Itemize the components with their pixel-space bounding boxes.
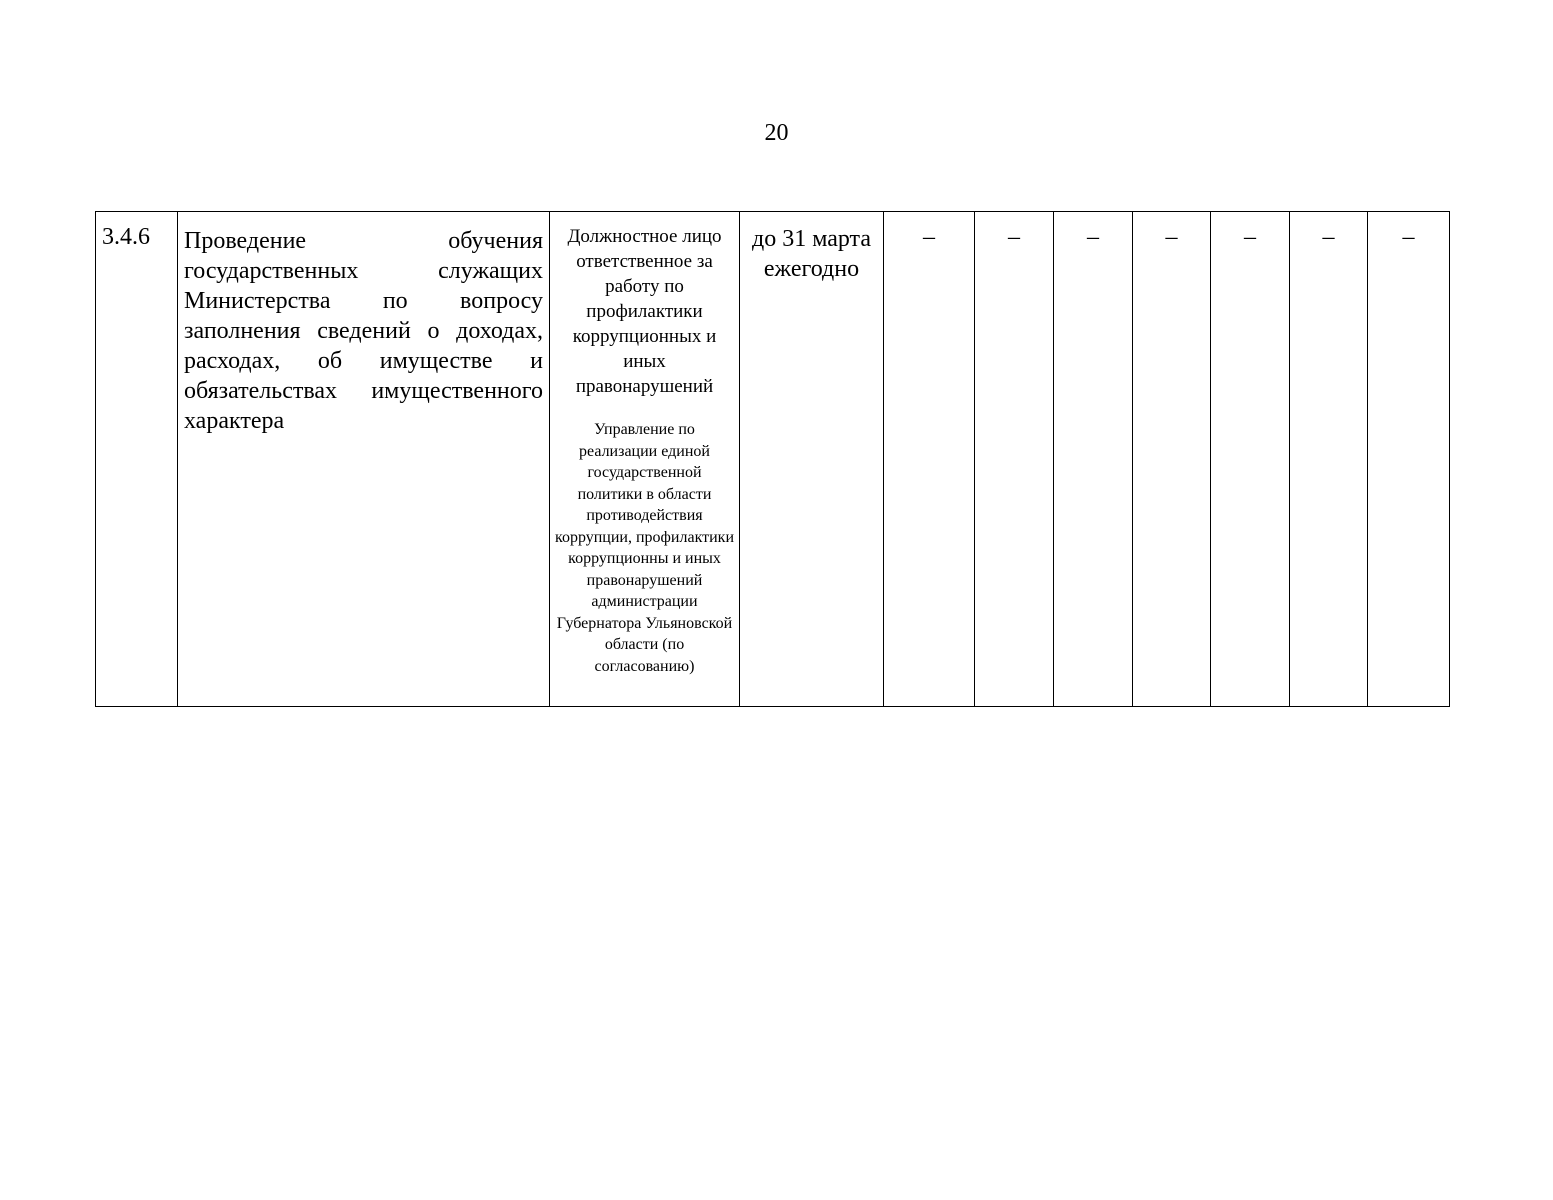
value-cell: – <box>1133 212 1211 707</box>
value-cell: – <box>1211 212 1290 707</box>
table-row <box>96 212 1450 707</box>
deadline: до 31 марта ежегодно <box>740 212 884 707</box>
responsible-main: Должностное лицо ответственное за работу по профилактики коррупционных и иных правонарушений <box>567 226 722 397</box>
page-number: 20 <box>764 120 789 146</box>
event-description: Проведение обучения государственных служащих Министерства по вопросу заполнения сведений о доходах, расходах, об имуществе и обязательствах имущественного характера <box>178 212 550 707</box>
measures-table <box>95 211 1450 707</box>
responsible-secondary: Управление по реализации единой государственной политики в области противодействия коррупции, профилактики коррупционны и иных правонарушений администрации Губернатора Ульяновской области (по согласованию) <box>554 421 735 675</box>
value-cell: – <box>1368 212 1450 707</box>
responsible-cell <box>550 212 740 707</box>
value-cell: – <box>1054 212 1133 707</box>
value-cell: – <box>975 212 1054 707</box>
value-cell: – <box>884 212 975 707</box>
row-number: 3.4.6 <box>96 212 178 707</box>
value-cell: – <box>1290 212 1368 707</box>
